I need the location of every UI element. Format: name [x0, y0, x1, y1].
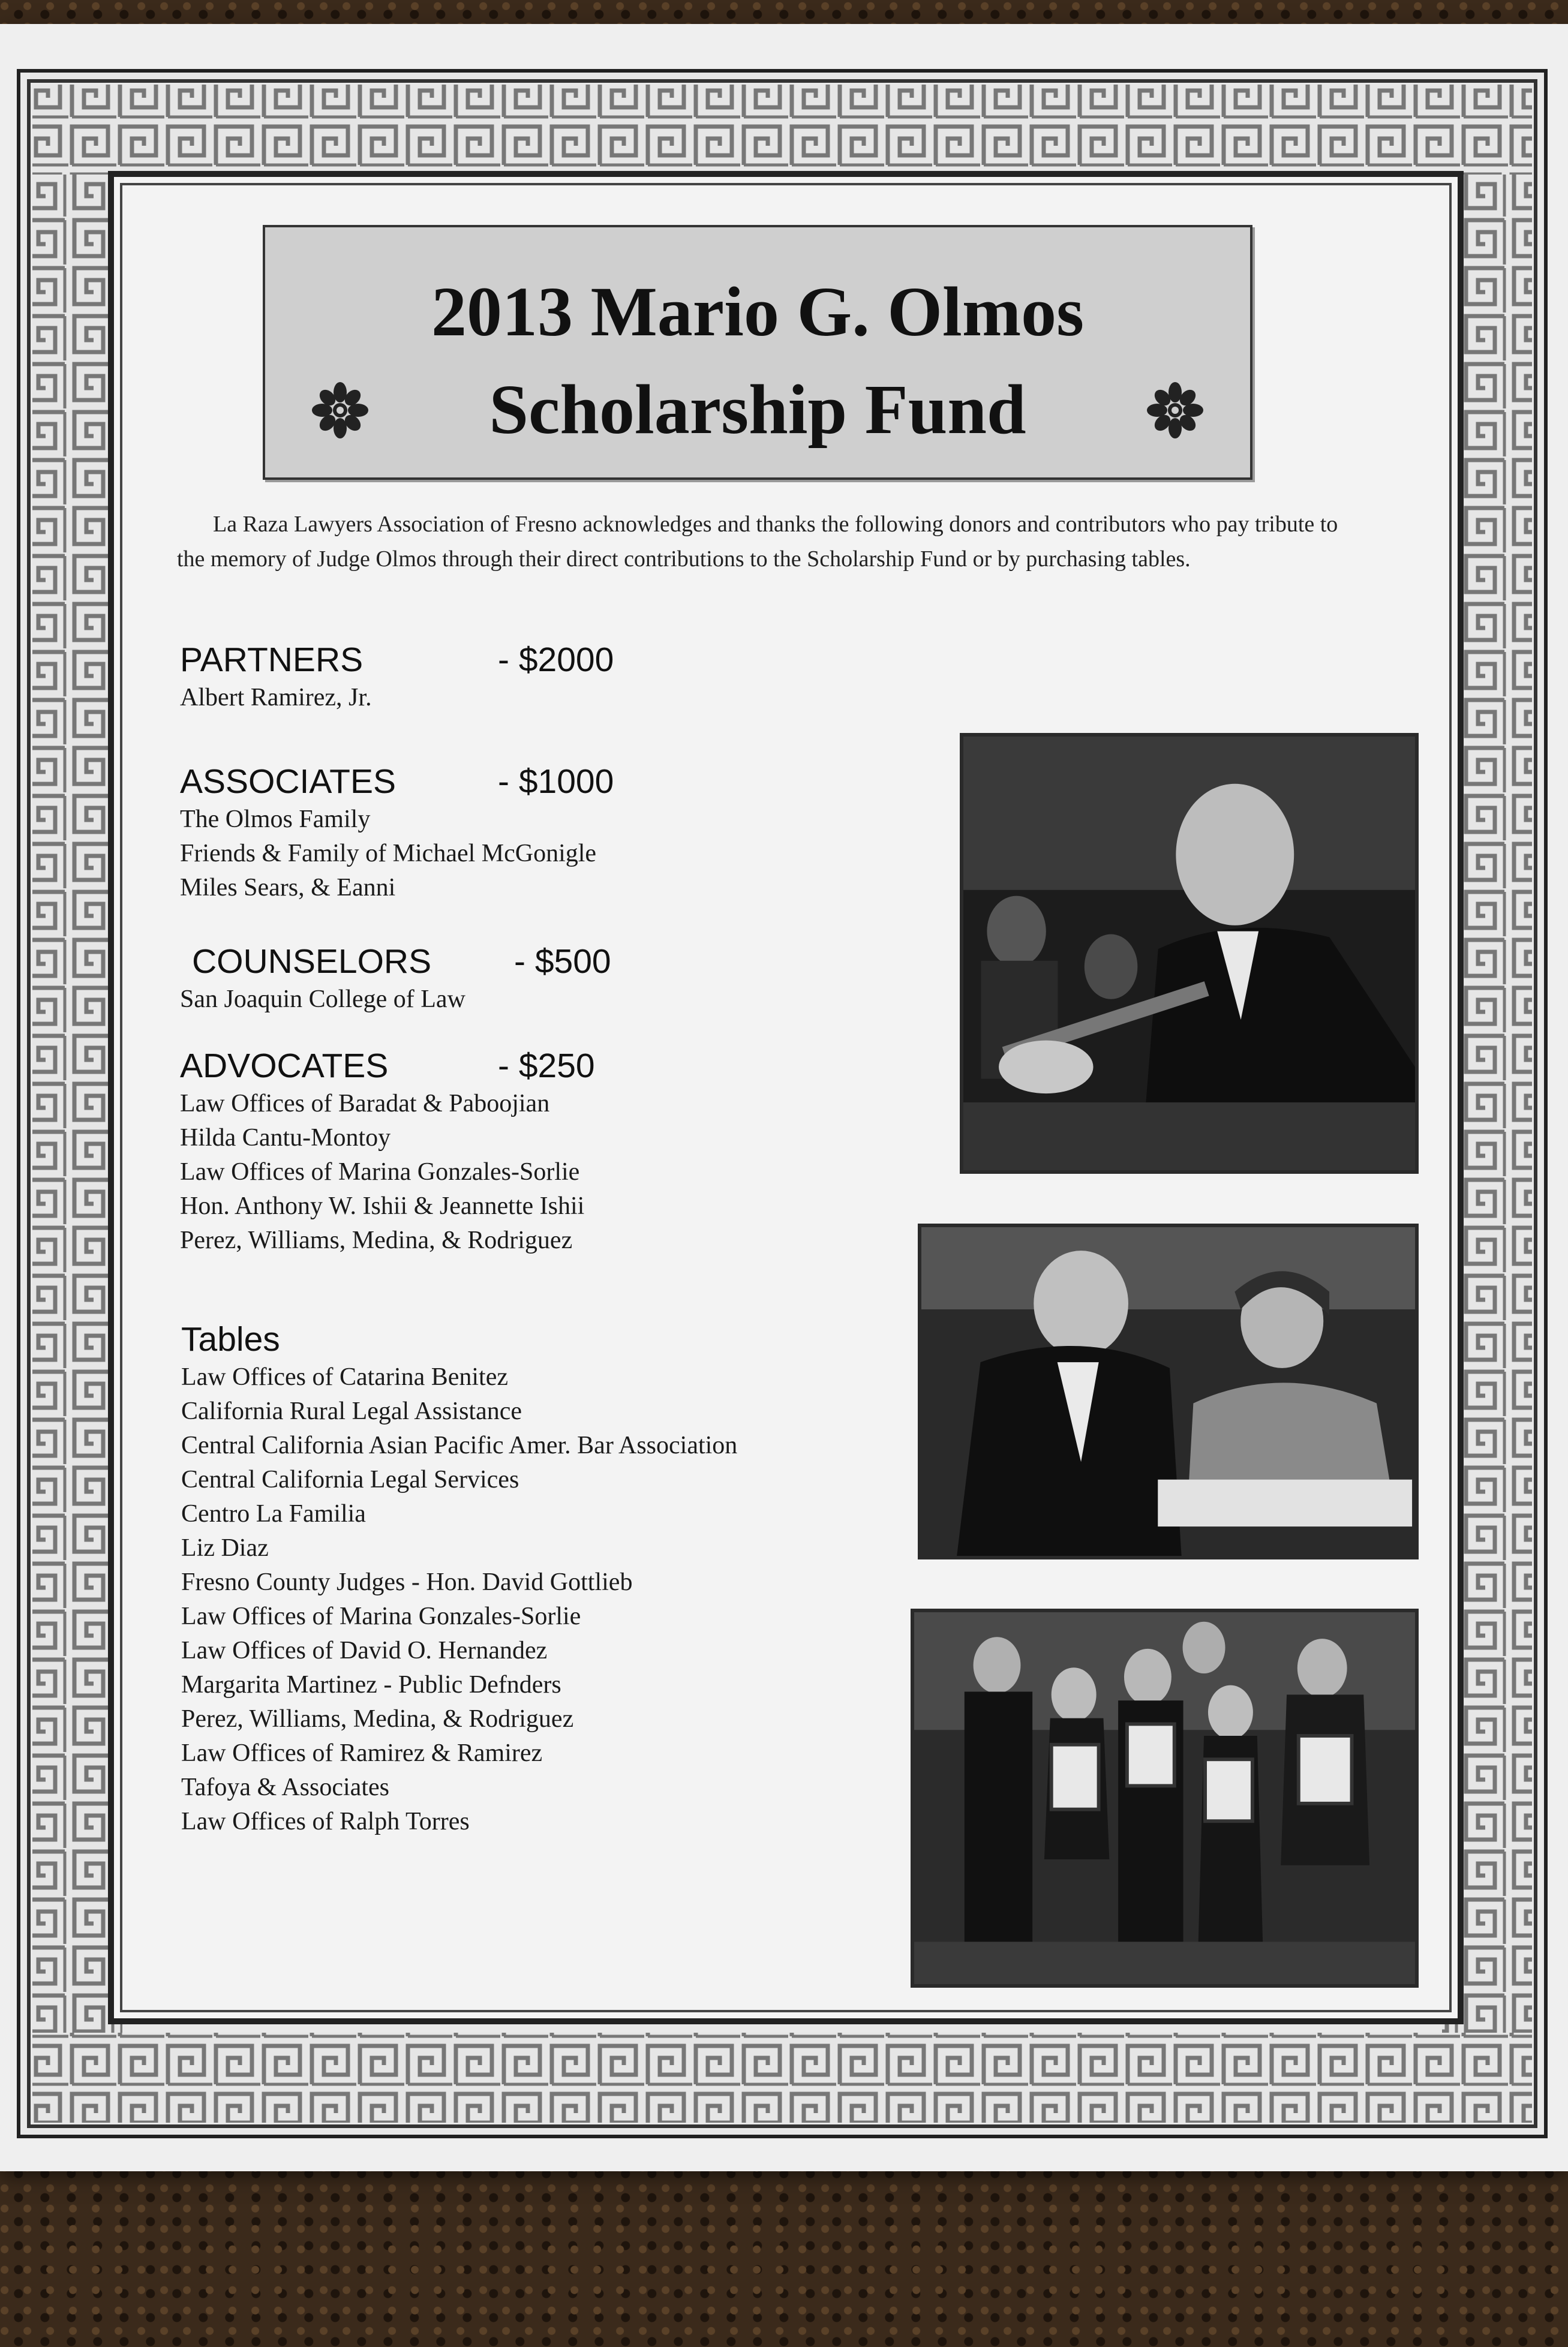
donor-entry: California Rural Legal Assistance [181, 1398, 522, 1425]
section-amount: - $500 [514, 942, 611, 981]
section-advocates [180, 1045, 595, 1258]
section-partners [180, 639, 614, 715]
donor-entry: Law Offices of Baradat & Paboojian [180, 1090, 550, 1117]
rosette-icon [310, 380, 370, 440]
donor-entry: Law Offices of David O. Hernandez [181, 1637, 548, 1664]
donor-entry: The Olmos Family [180, 806, 371, 833]
section-amount: - $1000 [498, 762, 614, 801]
donor-entry: Central California Legal Services [181, 1466, 519, 1493]
donor-entry: Law Offices of Ramirez & Ramirez [181, 1739, 543, 1767]
donor-entry: Centro La Familia [181, 1500, 366, 1528]
title-line-1: 2013 Mario G. Olmos [431, 272, 1085, 351]
donor-entry: Tafoya & Associates [181, 1774, 389, 1801]
section-counselors [180, 940, 611, 1017]
donor-entry: Albert Ramirez, Jr. [180, 684, 372, 711]
section-heading: Tables [181, 1320, 280, 1359]
intro-paragraph: La Raza Lawyers Association of Fresno acknowledges and thanks the following donors and contributors who pay tribute to the memory of Judge Olmos through their direct contributions to the Scholarship Fund or by purchasing tables. [177, 512, 1338, 572]
photo-judge-seated [918, 1224, 1419, 1559]
section-heading: COUNSELORS [192, 942, 432, 981]
section-associates [180, 761, 614, 905]
donor-entry: Central California Asian Pacific Amer. Bar Association [181, 1432, 738, 1459]
donor-entry: Fresno County Judges - Hon. David Gottlieb [181, 1568, 633, 1596]
section-heading: PARTNERS [180, 641, 364, 679]
section-tables [181, 1318, 737, 1839]
donor-entry: Friends & Family of Michael McGonigle [180, 840, 597, 867]
section-amount: - $250 [498, 1047, 595, 1085]
donor-entry: Hon. Anthony W. Ishii & Jeannette Ishii [180, 1192, 585, 1220]
photo-scholarship-recipients [911, 1609, 1419, 1988]
donor-entry: Hilda Cantu-Montoy [180, 1124, 391, 1152]
donor-entry: Liz Diaz [181, 1534, 269, 1562]
donor-entry: Law Offices of Marina Gonzales-Sorlie [180, 1158, 580, 1186]
section-heading: ADVOCATES [180, 1047, 389, 1085]
donor-entry: Miles Sears, & Eanni [180, 874, 396, 901]
section-amount: - $2000 [498, 641, 614, 679]
rosette-icon [1145, 380, 1205, 440]
donor-entry: Law Offices of Catarina Benitez [181, 1363, 508, 1391]
photo-judge-speaking [960, 733, 1419, 1174]
donor-entry: Law Offices of Marina Gonzales-Sorlie [181, 1603, 581, 1630]
section-heading: ASSOCIATES [180, 762, 396, 801]
title-banner [263, 225, 1252, 480]
donor-entry: Perez, Williams, Medina, & Rodriguez [180, 1227, 573, 1254]
donor-entry: Law Offices of Ralph Torres [181, 1808, 470, 1835]
donor-entry: Margarita Martinez - Public Defnders [181, 1671, 561, 1699]
donor-entry: San Joaquin College of Law [180, 985, 465, 1013]
title-line-2: Scholarship Fund [489, 370, 1026, 449]
donor-entry: Perez, Williams, Medina, & Rodriguez [181, 1705, 574, 1733]
